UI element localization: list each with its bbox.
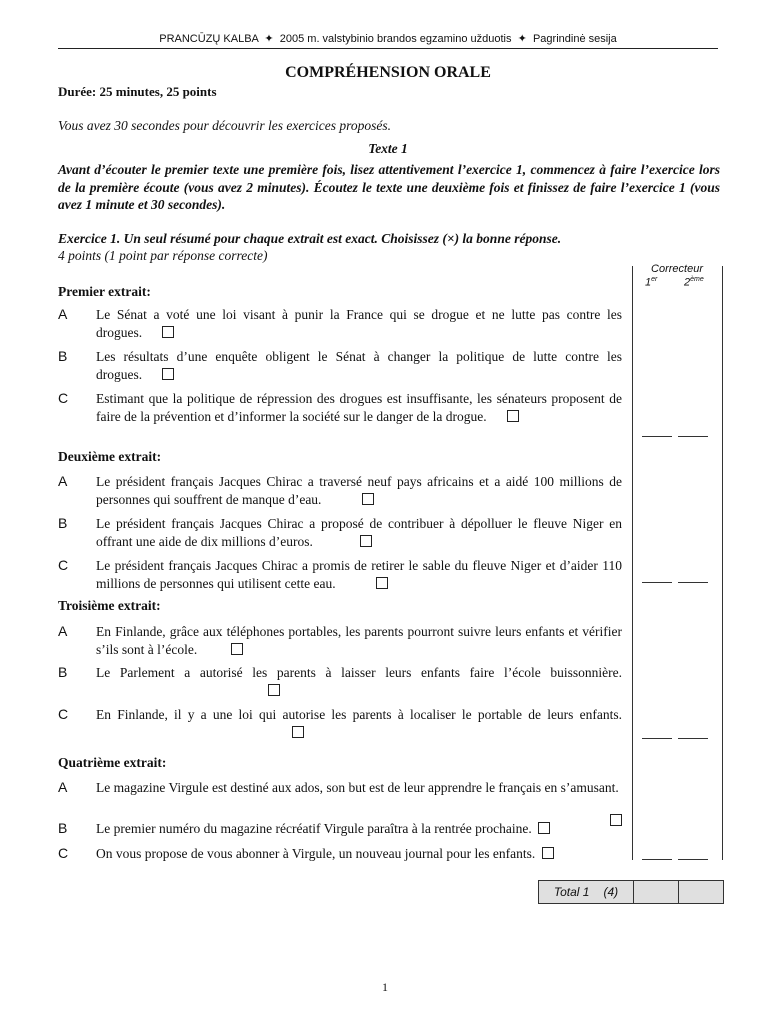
score-line-2 xyxy=(678,582,708,583)
exercise-title: Exercice 1. Un seul résumé pour chaque extrait est exact. Choisissez (×) la bonne réponse. xyxy=(58,231,562,246)
duration: Durée: 25 minutes, 25 points xyxy=(58,84,217,99)
correcteur-label: Correcteur xyxy=(651,263,703,275)
answer-checkbox[interactable] xyxy=(538,822,550,834)
intro-text: Vous avez 30 secondes pour découvrir les exercices proposés. xyxy=(58,118,392,133)
option-text: Estimant que la politique de répression des drogues est insuffisante, les sénateurs proposent de faire de la prévention et d’informer la société sur le danger de la drogue. xyxy=(96,391,622,424)
option-text: Le président français Jacques Chirac a proposé de contribuer à dépolluer le fleuve Niger en offrant une aide de dix millions d’euros. xyxy=(96,516,622,549)
option-letter: A xyxy=(58,623,68,639)
option-text: On vous propose de vous abonner à Virgule, un nouveau journal pour les enfants. xyxy=(96,845,622,863)
answer-checkbox[interactable] xyxy=(360,535,372,547)
header-separator: ✦ xyxy=(264,33,274,45)
answer-checkbox[interactable] xyxy=(542,847,554,859)
total-label: Total 1 (4) xyxy=(539,881,634,903)
option-text: Les résultats d’une enquête obligent le Sénat à changer la politique de lutte contre les drogues. xyxy=(96,349,622,382)
option-text: En Finlande, grâce aux téléphones portables, les parents pourront suivre leurs enfants et vérifier s’ils sont à l’école. xyxy=(96,624,622,657)
answer-checkbox[interactable] xyxy=(376,577,388,589)
total-score-2[interactable] xyxy=(679,881,723,903)
total-score-1[interactable] xyxy=(634,881,679,903)
option-text: En Finlande, il y a une loi qui autorise les parents à localiser le portable de leurs enfants. xyxy=(96,706,622,741)
page-header xyxy=(58,32,718,45)
exercise-points: 4 points (1 point par réponse correcte) xyxy=(58,248,268,263)
option-text: Le magazine Virgule est destiné aux ados, son but est de leur apprendre le français en s’amusant. xyxy=(96,779,622,826)
header-rule xyxy=(58,48,718,49)
score-line-2 xyxy=(678,859,708,860)
extract-title: Deuxième extrait: xyxy=(58,449,162,464)
answer-checkbox[interactable] xyxy=(292,726,304,738)
option-letter: B xyxy=(58,820,68,836)
option-text: Le président français Jacques Chirac a promis de retirer le sable du fleuve Niger et d’aider 110 millions de personnes qui utilisent cette eau. xyxy=(96,558,622,591)
page-title: COMPRÉHENSION ORALE xyxy=(285,64,491,81)
extract-title: Troisième extrait: xyxy=(58,598,161,613)
correcteur-first: 1er xyxy=(645,276,658,289)
answer-checkbox[interactable] xyxy=(231,643,243,655)
option-text: Le Parlement a autorisé les parents à laisser leurs enfants faire l’école buissonnière. xyxy=(96,664,622,699)
correcteur-right-rule xyxy=(722,266,723,860)
score-line-2 xyxy=(678,436,708,437)
option-text: Le président français Jacques Chirac a traversé neuf pays africains et a aidé 100 millions de personnes qui souffrent de manque d’eau. xyxy=(96,474,622,507)
header-subject: PRANCŪZŲ KALBA xyxy=(159,33,259,45)
answer-checkbox[interactable] xyxy=(507,410,519,422)
option-letter: B xyxy=(58,664,68,680)
option-letter: A xyxy=(58,473,68,489)
instruction-text: Avant d’écouter le premier texte une première fois, lisez attentivement l’exercice 1, commencez à faire l’exercice lors de la première écoute (vous avez 2 minutes). Écoutez le texte une deuxième fois et finissez de faire l’exercice 1 (vous avez 1 minute et 30 secondes). xyxy=(58,162,720,212)
score-line-1 xyxy=(642,859,672,860)
extract-title: Quatrième extrait: xyxy=(58,755,167,770)
option-letter: A xyxy=(58,779,68,795)
texte-label: Texte 1 xyxy=(368,141,408,156)
answer-checkbox[interactable] xyxy=(162,326,174,338)
header-exam: 2005 m. valstybinio brandos egzamino užduotis xyxy=(279,33,512,45)
option-letter: B xyxy=(58,348,68,364)
option-text: Le premier numéro du magazine récréatif Virgule paraîtra à la rentrée prochaine. xyxy=(96,820,622,838)
extract-title: Premier extrait: xyxy=(58,284,151,299)
page-number: 1 xyxy=(382,980,388,994)
correcteur-second: 2ème xyxy=(684,276,704,289)
option-letter: C xyxy=(58,557,69,573)
option-letter: A xyxy=(58,306,68,322)
header-session: Pagrindinė sesija xyxy=(532,33,617,45)
option-letter: C xyxy=(58,706,69,722)
score-line-1 xyxy=(642,582,672,583)
option-letter: C xyxy=(58,390,69,406)
option-letter: C xyxy=(58,845,69,861)
score-line-1 xyxy=(642,738,672,739)
option-letter: B xyxy=(58,515,68,531)
answer-checkbox[interactable] xyxy=(268,684,280,696)
score-line-2 xyxy=(678,738,708,739)
score-line-1 xyxy=(642,436,672,437)
answer-checkbox[interactable] xyxy=(362,493,374,505)
correcteur-left-rule xyxy=(632,266,633,860)
answer-checkbox[interactable] xyxy=(162,368,174,380)
header-separator: ✦ xyxy=(517,33,527,45)
total-box xyxy=(538,880,724,904)
option-text: Le Sénat a voté une loi visant à punir la France qui se drogue et ne lutte pas contre les drogues. xyxy=(96,307,622,340)
